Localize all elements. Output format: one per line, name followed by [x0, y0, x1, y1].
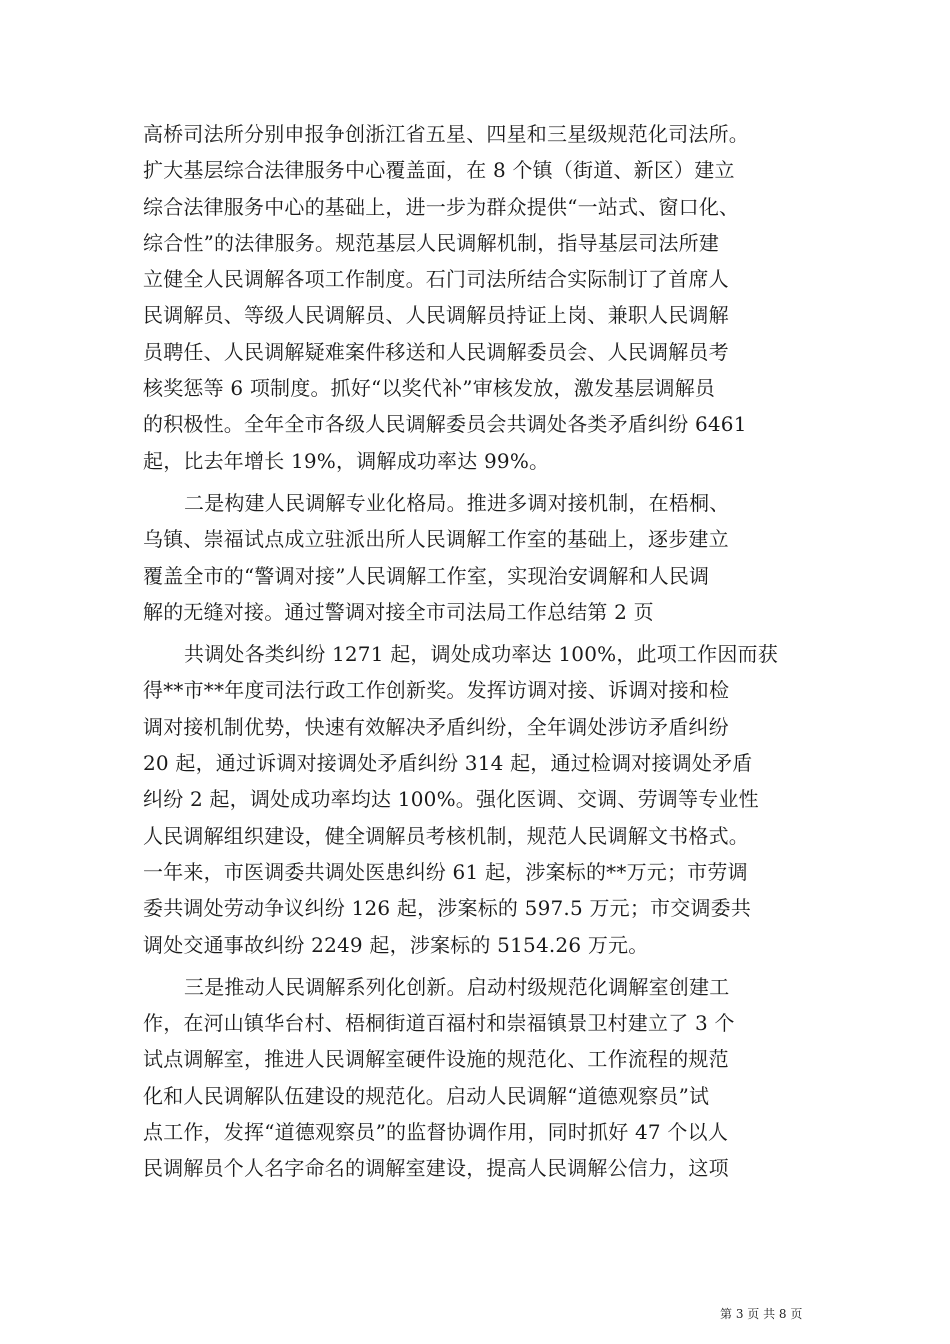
paragraph-start-line: 二是构建人民调解专业化格局。推进多调对接机制，在梧桐、 — [184, 490, 730, 515]
text-line: 综合性”的法律服务。规范基层人民调解机制，指导基层司法所建 — [143, 230, 720, 255]
text-line: 立健全人民调解各项工作制度。石门司法所结合实际制订了首席人 — [143, 267, 729, 292]
paragraph-start-line: 共调处各类纠纷 1271 起，调处成功率达 100%，此项工作因而获 — [184, 642, 778, 667]
paragraph-start-line: 三是推动人民调解系列化创新。启动村级规范化调解室创建工 — [184, 974, 730, 999]
page-number-footer: 第 3 页 共 8 页 — [720, 1307, 803, 1321]
body-text — [143, 116, 815, 1187]
text-line: 乌镇、崇福试点成立驻派出所人民调解工作室的基础上，逐步建立 — [143, 527, 729, 552]
text-line: 解的无缝对接。通过警调对接全市司法局工作总结第 2 页 — [143, 599, 654, 624]
text-line: 扩大基层综合法律服务中心覆盖面，在 8 个镇（街道、新区）建立 — [143, 158, 735, 183]
text-line: 试点调解室，推进人民调解室硬件设施的规范化、工作流程的规范 — [143, 1047, 729, 1072]
text-line: 核奖惩等 6 项制度。抓好“以奖代补”审核发放，激发基层调解员 — [143, 376, 716, 401]
text-line: 20 起，通过诉调对接调处矛盾纠纷 314 起，通过检调对接调处矛盾 — [143, 751, 753, 776]
text-line: 民调解员、等级人民调解员、人民调解员持证上岗、兼职人民调解 — [143, 303, 729, 328]
text-line: 作，在河山镇华台村、梧桐街道百福村和崇福镇景卫村建立了 3 个 — [143, 1011, 735, 1036]
text-line: 覆盖全市的“警调对接”人民调解工作室，实现治安调解和人民调 — [143, 563, 710, 588]
text-line: 得**市**年度司法行政工作创新奖。发挥访调对接、诉调对接和检 — [143, 678, 730, 703]
text-line: 员聘任、人民调解疑难案件移送和人民调解委员会、人民调解员考 — [143, 339, 729, 364]
text-line: 民调解员个人名字命名的调解室建设，提高人民调解公信力，这项 — [143, 1156, 729, 1181]
text-line: 高桥司法所分别申报争创浙江省五星、四星和三星级规范化司法所。 — [143, 122, 749, 146]
text-line: 人民调解组织建设，健全调解员考核机制，规范人民调解文书格式。 — [143, 823, 749, 848]
text-line: 综合法律服务中心的基础上，进一步为群众提供“一站式、窗口化、 — [143, 194, 740, 219]
text-line: 调对接机制优势，快速有效解决矛盾纠纷，全年调处涉访矛盾纠纷 — [143, 714, 729, 739]
text-line: 起，比去年增长 19%，调解成功率达 99%。 — [143, 448, 550, 473]
text-line: 点工作，发挥“道德观察员”的监督协调作用，同时抓好 47 个以人 — [143, 1120, 729, 1145]
text-line: 化和人民调解队伍建设的规范化。启动人民调解“道德观察员”试 — [143, 1083, 710, 1108]
text-line: 委共调处劳动争议纠纷 126 起，涉案标的 597.5 万元；市交调委共 — [143, 896, 752, 921]
text-line: 纠纷 2 起，调处成功率均达 100%。强化医调、交调、劳调等专业性 — [143, 787, 759, 812]
text-line: 一年来，市医调委共调处医患纠纷 61 起，涉案标的**万元；市劳调 — [143, 859, 748, 884]
text-line: 调处交通事故纠纷 2249 起，涉案标的 5154.26 万元。 — [143, 932, 649, 957]
text-line: 的积极性。全年全市各级人民调解委员会共调处各类矛盾纠纷 6461 — [143, 412, 747, 437]
